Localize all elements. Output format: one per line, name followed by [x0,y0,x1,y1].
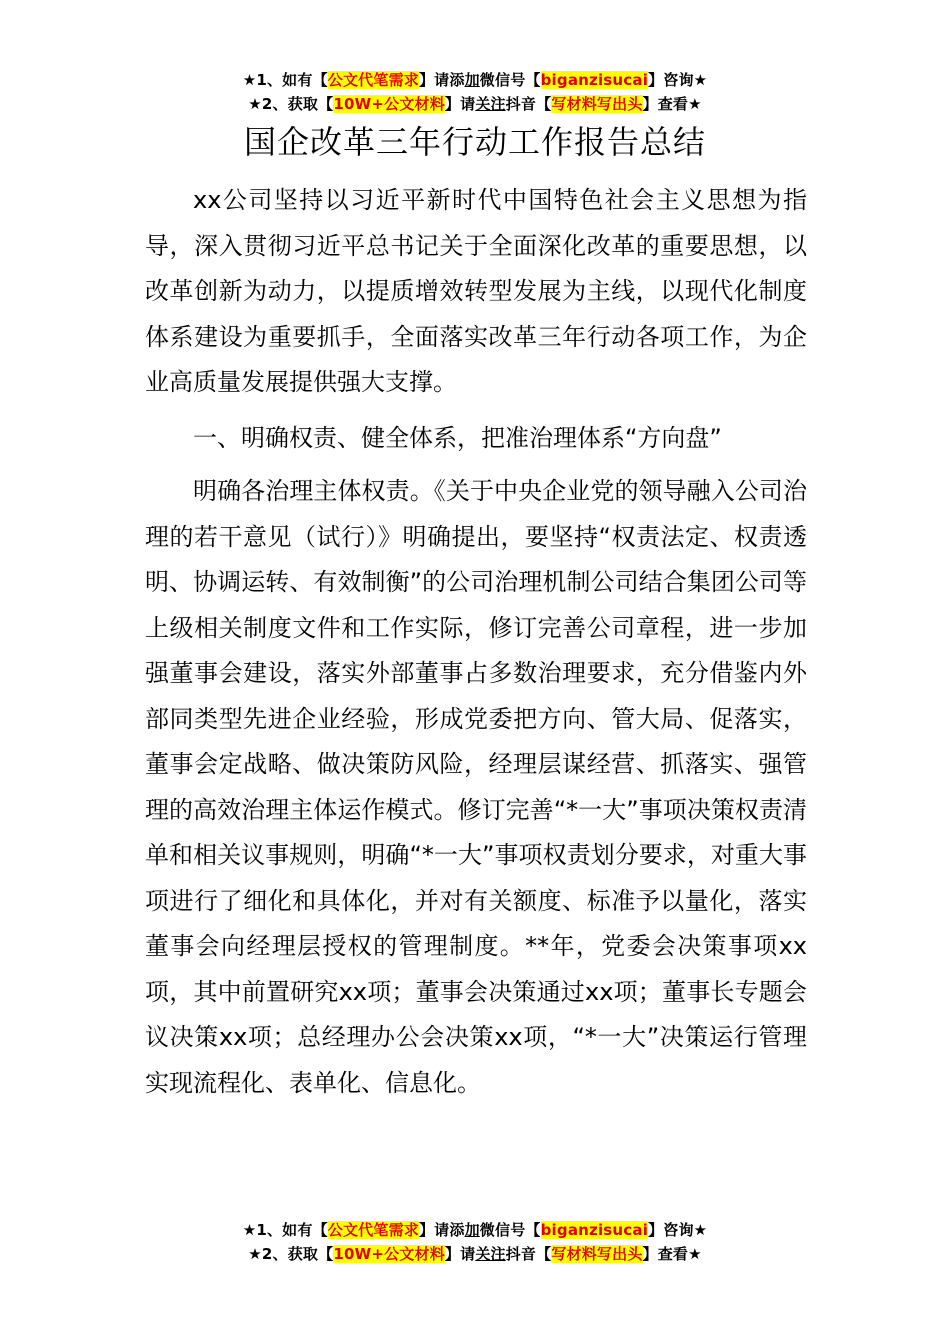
promo-text: 】查看★ [642,1245,702,1263]
promo-wechat-id: biganzisucai [540,71,649,89]
promo-text: 】咨询★ [648,71,708,89]
promo-banner-bottom [0,1218,950,1266]
promo-text: 抖音【 [505,95,552,113]
intro-paragraph: xx公司坚持以习近平新时代中国特色社会主义思想为指导，深入贯彻习近平总书记关于全面深化改革的重要思想，以改革创新为动力，以提质增效转型发展为主线，以现代化制度体系建设为重要抓手，全面落实改革三年行动各项工作，为企业高质量发展提供强大支撑。 [145,186,807,396]
section-heading: 一、明确权责、健全体系，把准治理体系“方向盘” [193,423,722,452]
promo-underline: 加 [464,1221,480,1239]
promo-text: ★2、获取【 [248,1245,334,1263]
promo-line-1 [0,1218,950,1242]
promo-line-2 [0,1242,950,1266]
promo-text: 】请添 [418,71,465,89]
promo-text: 】请 [444,95,476,113]
section-paragraph: 明确各治理主体权责。《关于中央企业党的领导融入公司治理的若干意见（试行）》明确提出，要坚持“权责法定、权责透明、协调运转、有效制衡”的公司治理机制公司结合集团公司等上级相关制度文件和工作实际，修订完善公司章程，进一步加强董事会建设，落实外部董事占多数治理要求，充分借鉴内外部同类型先进企业经验，形成党委把方向、管大局、促落实，董事会定战略、做决策防风险，经理层谋经营、抓落实、强管理的高效治理主体运作模式。修订完善“*一大”事项决策权责清单和相关议事规则，明确“*一大”事项权责划分要求，对重大事项进行了细化和具体化，并对有关额度、标准予以量化，落实董事会向经理层授权的管理制度。**年，党委会决策事项xx项，其中前置研究xx项；董事会决策通过xx项；董事长专题会议决策xx项；总经理办公会决策xx项，“*一大”决策运行管理实现流程化、表单化、信息化。 [145,477,807,1097]
promo-underline: 关注 [475,95,506,113]
promo-text: 】咨询★ [648,1221,708,1239]
promo-text: 微信号【 [479,1221,541,1239]
promo-text: 】请 [444,1245,476,1263]
document-body [145,178,807,1106]
promo-underline: 关注 [475,1245,506,1263]
promo-banner-top [0,68,950,116]
promo-highlight: 10W+公文材料 [333,1245,445,1263]
promo-douyin-name: 写材料写出头 [551,95,643,113]
promo-wechat-id: biganzisucai [540,1221,649,1239]
promo-line-1 [0,68,950,92]
promo-highlight: 10W+公文材料 [333,95,445,113]
promo-line-2 [0,92,950,116]
promo-text: 】请添 [418,1221,465,1239]
promo-highlight: 公文代笔需求 [327,71,419,89]
document-title: 国企改革三年行动工作报告总结 [243,123,706,161]
promo-underline: 加 [464,71,480,89]
promo-text: ★1、如有【 [242,71,328,89]
promo-text: 】查看★ [642,95,702,113]
promo-text: 微信号【 [479,71,541,89]
promo-douyin-name: 写材料写出头 [551,1245,643,1263]
promo-text: 抖音【 [505,1245,552,1263]
promo-highlight: 公文代笔需求 [327,1221,419,1239]
promo-text: ★2、获取【 [248,95,334,113]
promo-text: ★1、如有【 [242,1221,328,1239]
